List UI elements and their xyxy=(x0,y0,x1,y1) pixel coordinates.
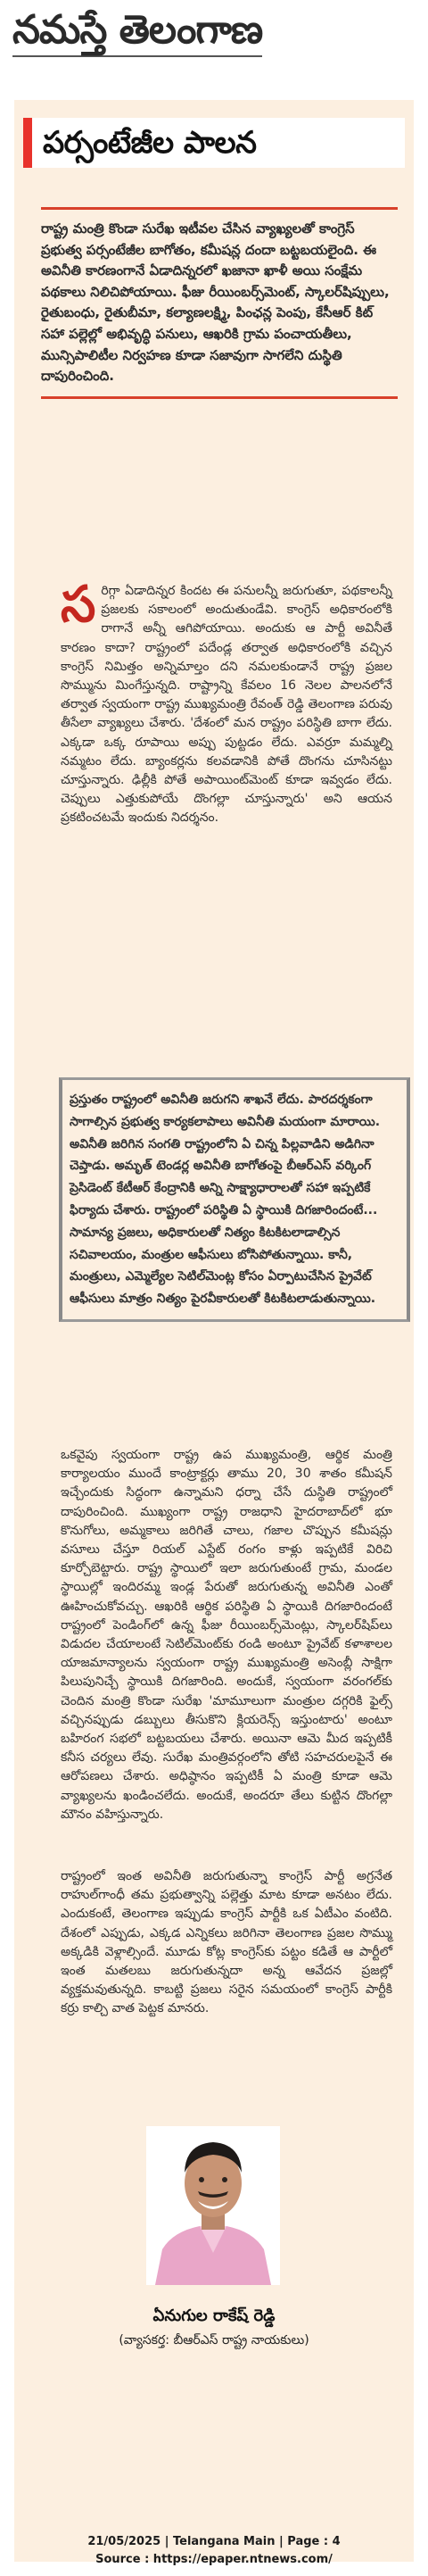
body-paragraph-1 xyxy=(61,576,392,828)
body-paragraph-1-text: రిగ్గా ఏడాదిన్నర కిందట ఈ పనులన్నీ జరుగుతూ, పథకాలన్నీ ప్రజలకు సకాలంలో అందుతుండేవి. కాంగ్రెస్ అధికారంలోకి రాగానే అన్నీ ఆగిపోయాయి. అందుకు ఆ పార్టీ అవినీతే కారణం కాదా? రాష్ట్రంలో పదేండ్ల తర్వాత అధికారంలోకి వచ్చిన కాంగ్రెస్ నిమిత్తం అన్నిమాల్తం దని నమలకుండానే రాష్ట్ర ప్రజల సొమ్మును మింగేస్తున్నది. రాష్ట్రాన్ని కేవలం 16 నెలల పాలనలోనే తర్వాత స్వయంగా రాష్ట్ర ముఖ్యమంత్రి రేవంత్ రెడ్డి తెలంగాణ పరువు తీసేలా వ్యాఖ్యలు చేశారు. 'దేశంలో మన రాష్ట్రం పరిస్థితి బాగా లేదు. ఎక్కడా ఒక్క రూపాయి అప్పు పుట్టడం లేదు. ఎవర్రూ మమ్మల్ని నమ్మటం లేదు. బ్యాంకర్లను కలవడానికి పోతే దొంగను చూసినట్టు చూస్తున్నారు. ఢిల్లీకి పోతే అపాయింట్‌మెంట్ కూడా ఇవ్వడం లేదు. చెప్పులు ఎత్తుకుపోయే దొంగల్లా చూస్తున్నారు' అని ఆయన ప్రకటించటమే ఇందుకు నిదర్శనం. xyxy=(61,584,392,826)
pull-quote-box xyxy=(59,1077,410,1322)
footer-source-link[interactable]: Source : https://epaper.ntnews.com/ xyxy=(95,2553,333,2566)
drop-cap: స xyxy=(61,576,96,634)
author-photo xyxy=(146,2126,280,2285)
footer-date-edition-page: 21/05/2025 | Telangana Main | Page : 4 xyxy=(87,2535,341,2548)
author-portrait-image xyxy=(146,2126,280,2285)
body-paragraph-2: ఒకవైపు స్వయంగా రాష్ట్ర ఉప ముఖ్యమంత్రి, ఆర్థిక మంత్రి కార్యాలయం ముందే కాంట్రాక్టర్లు తాము 20, 30 శాతం కమీషన్ ఇచ్చేందుకు సిద్ధంగా ఉన్నామని ధర్నా చేసే దుస్థితి రాష్ట్రంలో దాపురించింది. ముఖ్యంగా రాష్ట్ర రాజధాని హైదరాబాద్‌లో భూ కొనుగోలు, అమ్మకాలు జరిగితే చాలు, గజాల చొప్పున కమీషన్లు వసూలు చేస్తూ రియల్ ఎస్టేట్ రంగం కాళ్లు ఇప్పటికే విరిచి కూర్చోబెట్టారు. రాష్ట్ర స్థాయిలో ఇలా జరుగుతుంటే గ్రామ, మండల స్థాయిల్లో ఇందిరమ్మ ఇండ్ల పేరుతో జరుగుతున్న అవినీతి ఎంతో ఊహించుకోవచ్చు. ఆఖరికి ఆర్థిక పరిస్థితి ఏ స్థాయికి దిగజారిందంటే రాష్ట్రంలో పెండింగ్‌లో ఉన్న ఫీజు రీయింబర్స్‌మెంట్లు, స్కాలర్‌షిప్‌లు విడుదల చేయాలంటే సెటిల్‌మెంట్‌కు రండి అంటూ ప్రైవేట్ కళాశాలల యాజమాన్యాలను స్వయంగా రాష్ట్ర ముఖ్యమంత్రి అసెంబ్లీ సాక్షిగా పిలుపునిచ్చే స్థాయికి దిగజారింది. అందుకే, స్వయంగా వరంగల్‌కు చెందిన మంత్రి కొండా సురేఖ 'మామూలుగా మంత్రుల దగ్గరికి ఫైల్స్ వచ్చినప్పుడు డబ్బులు తీసుకొని క్లియరెన్స్ ఇస్తుంటారు' అంటూ బహిరంగ సభలో బట్టబయలు చేశారు. అయినా ఆమె మీద ఇప్పటికీ కనీస చర్యలు లేవు. సురేఖ మంత్రివర్గంలోని తోటి సహచరులపైనే ఈ ఆరోపణలు చేశారు. అధిష్ఠానం ఇప్పటికీ ఏ మంత్రి కూడా ఆమె వ్యాఖ్యలను ఖండించలేదు. అందుకే, అందరూ తేలు కుట్టిన దొంగల్లా మౌనం వహిస్తున్నారు. xyxy=(61,1448,392,1822)
article-lead: రాష్ట్ర మంత్రి కొండా సురేఖ ఇటీవల చేసిన వ్యాఖ్యలతో కాంగ్రెస్ ప్రభుత్వ పర్సంటేజీల బాగోతం, కమీషన్ల దందా బట్టబయలైంది. ఈ అవినీతి కారణంగానే ఏడాదిన్నరలో ఖజానా ఖాళీ అయి సంక్షేమ పథకాలు నిలిచిపోయాయి. ఫీజు రీయింబర్స్‌మెంట్, స్కాలర్‌షిప్పులు, రైతుబంధు, రైతుబీమా, కల్యాణలక్ష్మి, పింఛన్ల పెంపు, కేసీఆర్ కిట్ సహా పల్లెల్లో అభివృద్ధి పనులు, ఆఖరికి గ్రామ పంచాయతీలు, మున్సిపాలిటీల నిర్వహణ కూడా సజావుగా సాగలేని దుస్థితి దాపురించింది. xyxy=(41,220,390,385)
pull-quote: ప్రస్తుతం రాష్ట్రంలో అవినీతి జరుగని శాఖనే లేదు. పారదర్శకంగా సాగాల్సిన ప్రభుత్వ కార్యకలాపాలు అవినీతి మయంగా మారాయి. అవినీతి జరిగిన సంగతి రాష్ట్రంలోని ఏ చిన్న పిల్లవాడిని అడిగినా చెప్తాడు. అమృత్ టెండర్ల అవినీతి బాగోతంపై బీఆర్ఎస్ వర్కింగ్ ప్రెసిడెంట్ కేటీఆర్ కేంద్రానికి అన్ని సాక్ష్యాధారాలతో సహా ఇప్పటికే ఫిర్యాదు చేశారు. రాష్ట్రంలో పరిస్థితి ఏ స్థాయికి దిగజారిందంటే... సామాన్య ప్రజలు, అధికారులతో నిత్యం కిటకిటలాడాల్సిన సచివాలయం, మంత్రుల ఆఫీసులు బోసిపోతున్నాయి. కానీ, మంత్రులు, ఎమ్మెల్యేల సెటిల్‌మెంట్ల కోసం ఏర్పాటుచేసిన ప్రైవేట్ ఆఫీసులు మాత్రం నిత్యం పైరవీకారులతో కిటకిటలాడుతున్నాయి. xyxy=(70,1093,381,1307)
masthead xyxy=(0,0,428,64)
author-name: ఏనుగుల రాకేష్ రెడ్డి xyxy=(152,2306,276,2325)
body-paragraph-3: రాష్ట్రంలో ఇంత అవినీతి జరుగుతున్నా కాంగ్రెస్ పార్టీ అగ్రనేత రాహుల్‌గాంధీ తమ ప్రభుత్వాన్ని పల్లెత్తు మాట కూడా అనటం లేదు. ఎందుకంటే, తెలంగాణ ఇప్పుడు కాంగ్రెస్ పార్టీకి ఒక ఏటీఎం వంటిది. దేశంలో ఎప్పుడు, ఎక్కడ ఎన్నికలు జరిగినా తెలంగాణ ప్రజల సొమ్ము అక్కడికి వెళ్లాల్సిందే. మూడు కోట్ల కాంగ్రెస్‌కు పట్టం కడితే ఆ పార్టీలో ఇంత మతలబు జరుగుతున్నదా అన్న ఆవేదన ప్రజల్లో వ్యక్తమవుతున్నది. కాబట్టి ప్రజలు సరైన సమయంలో కాంగ్రెస్ పార్టీకి కర్రు కాల్చి వాత పెట్టక మానరు. xyxy=(61,1869,392,2016)
article-headline: పర్సంటేజీల పాలన xyxy=(43,125,257,161)
body-section-1 xyxy=(61,576,392,828)
article-lead-box xyxy=(41,207,398,399)
article-panel xyxy=(14,100,414,2562)
body-section-3 xyxy=(61,1867,392,2019)
author-role: (వ్యాసకర్త: బీఆర్ఎస్ రాష్ట్ర నాయకులు) xyxy=(119,2333,309,2347)
headline-block xyxy=(23,118,405,168)
masthead-title: నమస్తే తెలంగాణ xyxy=(12,5,262,57)
body-section-2 xyxy=(61,1446,392,1824)
headline-accent-bar xyxy=(23,118,32,168)
